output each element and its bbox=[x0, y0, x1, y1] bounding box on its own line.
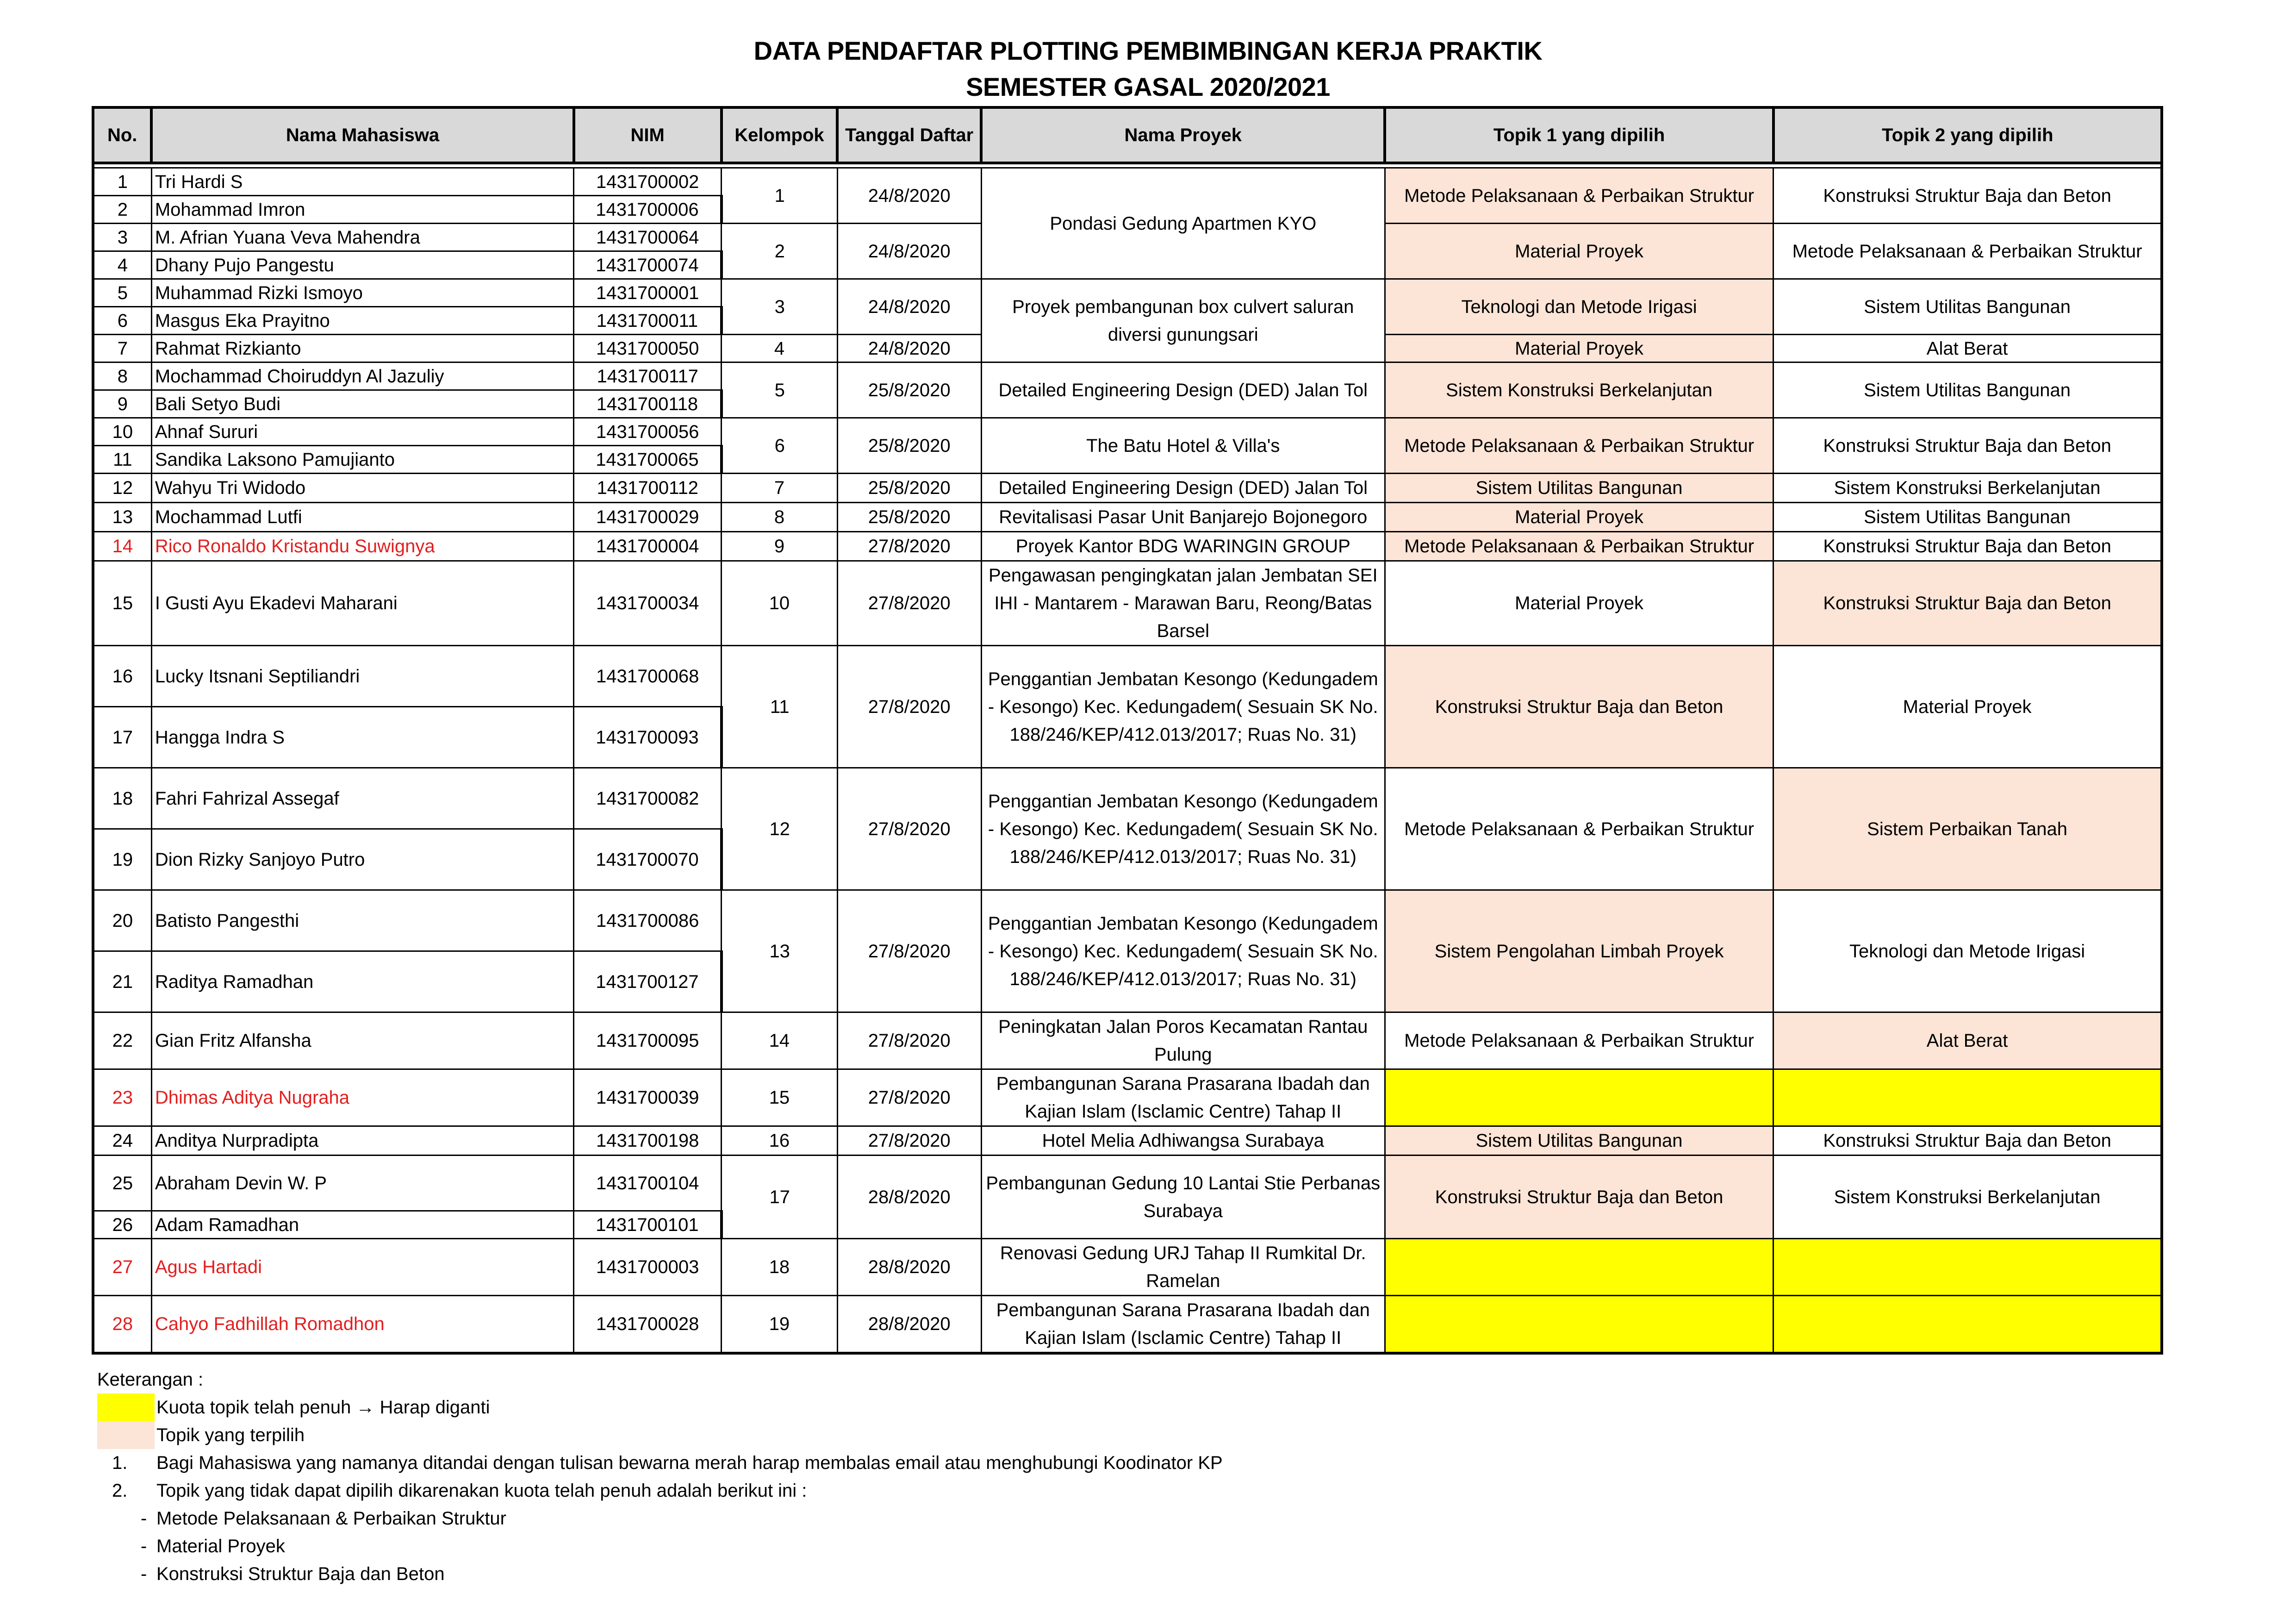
cell-no: 24 bbox=[93, 1126, 151, 1156]
cell-tanggal: 28/8/2020 bbox=[837, 1296, 981, 1354]
cell-kelompok: 17 bbox=[722, 1156, 838, 1239]
cell-topik1: Metode Pelaksanaan & Perbaikan Struktur bbox=[1385, 532, 1773, 561]
cell-tanggal: 27/8/2020 bbox=[837, 890, 981, 1012]
cell-tanggal: 24/8/2020 bbox=[837, 335, 981, 362]
cell-proyek: Pengawasan pengingkatan jalan Jembatan SEI IHI - Mantarem - Marawan Baru, Reong/Batas Barsel bbox=[981, 561, 1385, 646]
cell-no: 12 bbox=[93, 474, 151, 503]
cell-nim: 1431700001 bbox=[574, 279, 722, 307]
cell-nim: 1431700127 bbox=[574, 951, 722, 1012]
cell-no: 20 bbox=[93, 890, 151, 951]
cell-no: 17 bbox=[93, 707, 151, 768]
col-header-no: No. bbox=[93, 107, 151, 163]
table-row bbox=[93, 279, 2162, 307]
cell-kelompok: 11 bbox=[722, 646, 838, 768]
cell-nama: Rico Ronaldo Kristandu Suwignya bbox=[151, 532, 573, 561]
cell-proyek: Penggantian Jembatan Kesongo (Kedungadem - Kesongo) Kec. Kedungadem( Sesuain SK No. 188/246/KEP/412.013/2017; Ruas No. 31) bbox=[981, 890, 1385, 1012]
cell-proyek: Proyek pembangunan box culvert saluran diversi gunungsari bbox=[981, 279, 1385, 362]
cell-topik2: Material Proyek bbox=[1773, 646, 2162, 768]
cell-proyek: Proyek Kantor BDG WARINGIN GROUP bbox=[981, 532, 1385, 561]
table-row bbox=[93, 1069, 2162, 1126]
legend-pink-label: Topik yang terpilih bbox=[156, 1425, 305, 1445]
page-subtitle: SEMESTER GASAL 2020/2021 bbox=[966, 72, 1330, 101]
cell-topik2 bbox=[1773, 1069, 2162, 1126]
cell-no: 28 bbox=[93, 1296, 151, 1354]
cell-proyek: The Batu Hotel & Villa's bbox=[981, 418, 1385, 474]
table-row bbox=[93, 1126, 2162, 1156]
cell-tanggal: 27/8/2020 bbox=[837, 646, 981, 768]
cell-topik1: Material Proyek bbox=[1385, 224, 1773, 279]
cell-proyek: Pondasi Gedung Apartmen KYO bbox=[981, 168, 1385, 279]
cell-kelompok: 3 bbox=[722, 279, 838, 335]
full-topic-item: Material Proyek bbox=[156, 1536, 285, 1556]
page-title: DATA PENDAFTAR PLOTTING PEMBIMBINGAN KERJA PRAKTIK bbox=[753, 36, 1543, 65]
cell-topik2: Konstruksi Struktur Baja dan Beton bbox=[1773, 561, 2162, 646]
cell-kelompok: 4 bbox=[722, 335, 838, 362]
table-row bbox=[93, 561, 2162, 646]
cell-kelompok: 5 bbox=[722, 362, 838, 418]
cell-nama: Wahyu Tri Widodo bbox=[151, 474, 573, 503]
table-row bbox=[93, 646, 2162, 707]
cell-no: 2 bbox=[93, 196, 151, 224]
cell-kelompok: 12 bbox=[722, 768, 838, 890]
cell-nama: Mochammad Lutfi bbox=[151, 503, 573, 532]
cell-no: 15 bbox=[93, 561, 151, 646]
cell-topik2: Teknologi dan Metode Irigasi bbox=[1773, 890, 2162, 1012]
cell-proyek: Renovasi Gedung URJ Tahap II Rumkital Dr. Ramelan bbox=[981, 1239, 1385, 1296]
cell-nama: Raditya Ramadhan bbox=[151, 951, 573, 1012]
cell-nim: 1431700070 bbox=[574, 829, 722, 890]
cell-tanggal: 25/8/2020 bbox=[837, 418, 981, 474]
cell-nim: 1431700101 bbox=[574, 1211, 722, 1239]
cell-nim: 1431700112 bbox=[574, 474, 722, 503]
cell-topik2: Sistem Utilitas Bangunan bbox=[1773, 503, 2162, 532]
cell-nim: 1431700117 bbox=[574, 362, 722, 390]
table-row bbox=[93, 503, 2162, 532]
cell-proyek: Hotel Melia Adhiwangsa Surabaya bbox=[981, 1126, 1385, 1156]
legend-heading: Keterangan : bbox=[97, 1369, 204, 1390]
cell-nama: Adam Ramadhan bbox=[151, 1211, 573, 1239]
cell-proyek: Detailed Engineering Design (DED) Jalan Tol bbox=[981, 362, 1385, 418]
col-header-kelompok: Kelompok bbox=[722, 107, 838, 163]
bullet-dash: - bbox=[141, 1508, 147, 1529]
legend-swatch-yellow bbox=[97, 1393, 155, 1421]
cell-tanggal: 28/8/2020 bbox=[837, 1156, 981, 1239]
cell-kelompok: 16 bbox=[722, 1126, 838, 1156]
cell-nama: Mochammad Choiruddyn Al Jazuliy bbox=[151, 362, 573, 390]
table-row bbox=[93, 890, 2162, 951]
cell-tanggal: 24/8/2020 bbox=[837, 224, 981, 279]
col-header-nama: Nama Mahasiswa bbox=[151, 107, 573, 163]
cell-no: 26 bbox=[93, 1211, 151, 1239]
table-row bbox=[93, 474, 2162, 503]
cell-no: 9 bbox=[93, 390, 151, 418]
registration-table bbox=[92, 106, 2163, 1355]
cell-topik1 bbox=[1385, 1239, 1773, 1296]
cell-kelompok: 19 bbox=[722, 1296, 838, 1354]
cell-proyek: Pembangunan Gedung 10 Lantai Stie Perbanas Surabaya bbox=[981, 1156, 1385, 1239]
cell-nim: 1431700006 bbox=[574, 196, 722, 224]
cell-no: 25 bbox=[93, 1156, 151, 1211]
cell-nama: Sandika Laksono Pamujianto bbox=[151, 446, 573, 474]
cell-nim: 1431700003 bbox=[574, 1239, 722, 1296]
cell-tanggal: 25/8/2020 bbox=[837, 362, 981, 418]
cell-no: 11 bbox=[93, 446, 151, 474]
col-header-tanggal: Tanggal Daftar bbox=[837, 107, 981, 163]
cell-nim: 1431700039 bbox=[574, 1069, 722, 1126]
cell-nim: 1431700086 bbox=[574, 890, 722, 951]
cell-no: 18 bbox=[93, 768, 151, 829]
cell-no: 14 bbox=[93, 532, 151, 561]
cell-tanggal: 25/8/2020 bbox=[837, 503, 981, 532]
cell-nama: Anditya Nurpradipta bbox=[151, 1126, 573, 1156]
cell-topik1: Metode Pelaksanaan & Perbaikan Struktur bbox=[1385, 768, 1773, 890]
note-number: 1. bbox=[112, 1453, 128, 1473]
cell-tanggal: 27/8/2020 bbox=[837, 768, 981, 890]
cell-tanggal: 27/8/2020 bbox=[837, 561, 981, 646]
cell-nama: Mohammad Imron bbox=[151, 196, 573, 224]
cell-kelompok: 6 bbox=[722, 418, 838, 474]
cell-tanggal: 27/8/2020 bbox=[837, 1012, 981, 1069]
table-row bbox=[93, 1012, 2162, 1069]
cell-topik2 bbox=[1773, 1296, 2162, 1354]
cell-nama: Agus Hartadi bbox=[151, 1239, 573, 1296]
cell-topik2: Metode Pelaksanaan & Perbaikan Struktur bbox=[1773, 224, 2162, 279]
cell-nim: 1431700064 bbox=[574, 224, 722, 251]
cell-proyek: Peningkatan Jalan Poros Kecamatan Rantau Pulung bbox=[981, 1012, 1385, 1069]
cell-nim: 1431700093 bbox=[574, 707, 722, 768]
cell-topik1 bbox=[1385, 1296, 1773, 1354]
cell-nim: 1431700002 bbox=[574, 168, 722, 196]
cell-no: 10 bbox=[93, 418, 151, 446]
legend-swatch-pink bbox=[97, 1421, 155, 1449]
cell-topik1: Metode Pelaksanaan & Perbaikan Struktur bbox=[1385, 418, 1773, 474]
cell-no: 3 bbox=[93, 224, 151, 251]
cell-topik1: Teknologi dan Metode Irigasi bbox=[1385, 279, 1773, 335]
cell-topik1: Konstruksi Struktur Baja dan Beton bbox=[1385, 1156, 1773, 1239]
cell-nim: 1431700011 bbox=[574, 307, 722, 335]
cell-topik1: Material Proyek bbox=[1385, 335, 1773, 362]
cell-no: 13 bbox=[93, 503, 151, 532]
cell-nama: Dhany Pujo Pangestu bbox=[151, 251, 573, 279]
cell-topik2: Sistem Konstruksi Berkelanjutan bbox=[1773, 474, 2162, 503]
cell-tanggal: 27/8/2020 bbox=[837, 1126, 981, 1156]
cell-nim: 1431700028 bbox=[574, 1296, 722, 1354]
cell-nama: Ahnaf Sururi bbox=[151, 418, 573, 446]
table-row bbox=[93, 532, 2162, 561]
cell-nama: Fahri Fahrizal Assegaf bbox=[151, 768, 573, 829]
cell-tanggal: 28/8/2020 bbox=[837, 1239, 981, 1296]
note-text: Topik yang tidak dapat dipilih dikarenakan kuota telah penuh adalah berikut ini : bbox=[156, 1480, 807, 1501]
cell-nama: Hangga Indra S bbox=[151, 707, 573, 768]
full-topic-item: Metode Pelaksanaan & Perbaikan Struktur bbox=[156, 1508, 506, 1529]
full-topic-item: Konstruksi Struktur Baja dan Beton bbox=[156, 1564, 445, 1584]
cell-nama: Abraham Devin W. P bbox=[151, 1156, 573, 1211]
cell-topik1: Material Proyek bbox=[1385, 503, 1773, 532]
cell-kelompok: 18 bbox=[722, 1239, 838, 1296]
cell-topik2 bbox=[1773, 1239, 2162, 1296]
cell-no: 8 bbox=[93, 362, 151, 390]
cell-kelompok: 13 bbox=[722, 890, 838, 1012]
cell-kelompok: 10 bbox=[722, 561, 838, 646]
cell-proyek: Detailed Engineering Design (DED) Jalan Tol bbox=[981, 474, 1385, 503]
cell-topik2: Konstruksi Struktur Baja dan Beton bbox=[1773, 532, 2162, 561]
cell-nim: 1431700118 bbox=[574, 390, 722, 418]
cell-kelompok: 9 bbox=[722, 532, 838, 561]
cell-topik1: Sistem Pengolahan Limbah Proyek bbox=[1385, 890, 1773, 1012]
cell-no: 4 bbox=[93, 251, 151, 279]
table-row bbox=[93, 362, 2162, 390]
cell-nim: 1431700074 bbox=[574, 251, 722, 279]
cell-nama: I Gusti Ayu Ekadevi Maharani bbox=[151, 561, 573, 646]
table-row bbox=[93, 418, 2162, 446]
cell-topik2: Konstruksi Struktur Baja dan Beton bbox=[1773, 168, 2162, 224]
cell-no: 6 bbox=[93, 307, 151, 335]
cell-proyek: Pembangunan Sarana Prasarana Ibadah dan Kajian Islam (Isclamic Centre) Tahap II bbox=[981, 1296, 1385, 1354]
cell-topik1 bbox=[1385, 1069, 1773, 1126]
cell-nim: 1431700082 bbox=[574, 768, 722, 829]
cell-nama: Cahyo Fadhillah Romadhon bbox=[151, 1296, 573, 1354]
table-body bbox=[93, 168, 2162, 1354]
legend-yellow-label: Kuota topik telah penuh → Harap diganti bbox=[156, 1397, 490, 1418]
cell-nama: Gian Fritz Alfansha bbox=[151, 1012, 573, 1069]
cell-tanggal: 24/8/2020 bbox=[837, 168, 981, 224]
cell-topik1: Sistem Konstruksi Berkelanjutan bbox=[1385, 362, 1773, 418]
cell-nim: 1431700034 bbox=[574, 561, 722, 646]
note-text: Bagi Mahasiswa yang namanya ditandai dengan tulisan bewarna merah harap membalas email atau menghubungi Koodinator KP bbox=[156, 1453, 1223, 1473]
cell-topik2: Konstruksi Struktur Baja dan Beton bbox=[1773, 418, 2162, 474]
cell-topik2: Sistem Utilitas Bangunan bbox=[1773, 362, 2162, 418]
cell-nama: Dion Rizky Sanjoyo Putro bbox=[151, 829, 573, 890]
cell-tanggal: 27/8/2020 bbox=[837, 1069, 981, 1126]
table-row bbox=[93, 768, 2162, 829]
cell-nama: Tri Hardi S bbox=[151, 168, 573, 196]
cell-nim: 1431700198 bbox=[574, 1126, 722, 1156]
cell-topik2: Sistem Perbaikan Tanah bbox=[1773, 768, 2162, 890]
cell-topik1: Metode Pelaksanaan & Perbaikan Struktur bbox=[1385, 1012, 1773, 1069]
cell-nama: Dhimas Aditya Nugraha bbox=[151, 1069, 573, 1126]
cell-tanggal: 24/8/2020 bbox=[837, 279, 981, 335]
table-row bbox=[93, 168, 2162, 196]
table-row bbox=[93, 1156, 2162, 1211]
note-number: 2. bbox=[112, 1480, 128, 1501]
cell-kelompok: 1 bbox=[722, 168, 838, 224]
cell-nama: Rahmat Rizkianto bbox=[151, 335, 573, 362]
cell-proyek: Revitalisasi Pasar Unit Banjarejo Bojonegoro bbox=[981, 503, 1385, 532]
cell-kelompok: 8 bbox=[722, 503, 838, 532]
cell-proyek: Penggantian Jembatan Kesongo (Kedungadem - Kesongo) Kec. Kedungadem( Sesuain SK No. 188/246/KEP/412.013/2017; Ruas No. 31) bbox=[981, 768, 1385, 890]
cell-no: 7 bbox=[93, 335, 151, 362]
bullet-dash: - bbox=[141, 1564, 147, 1584]
cell-topik2: Konstruksi Struktur Baja dan Beton bbox=[1773, 1126, 2162, 1156]
cell-tanggal: 27/8/2020 bbox=[837, 532, 981, 561]
table-row bbox=[93, 1239, 2162, 1296]
cell-nama: Masgus Eka Prayitno bbox=[151, 307, 573, 335]
cell-topik1: Sistem Utilitas Bangunan bbox=[1385, 474, 1773, 503]
cell-nama: Muhammad Rizki Ismoyo bbox=[151, 279, 573, 307]
cell-proyek: Pembangunan Sarana Prasarana Ibadah dan Kajian Islam (Isclamic Centre) Tahap II bbox=[981, 1069, 1385, 1126]
cell-kelompok: 15 bbox=[722, 1069, 838, 1126]
cell-tanggal: 25/8/2020 bbox=[837, 474, 981, 503]
cell-nim: 1431700065 bbox=[574, 446, 722, 474]
col-header-nim: NIM bbox=[574, 107, 722, 163]
col-header-topik2: Topik 2 yang dipilih bbox=[1773, 107, 2162, 163]
cell-nim: 1431700029 bbox=[574, 503, 722, 532]
bullet-dash: - bbox=[141, 1536, 147, 1556]
cell-topik2: Sistem Utilitas Bangunan bbox=[1773, 279, 2162, 335]
cell-nama: Bali Setyo Budi bbox=[151, 390, 573, 418]
cell-nama: Lucky Itsnani Septiliandri bbox=[151, 646, 573, 707]
cell-no: 22 bbox=[93, 1012, 151, 1069]
cell-nim: 1431700050 bbox=[574, 335, 722, 362]
cell-kelompok: 7 bbox=[722, 474, 838, 503]
cell-topik1: Konstruksi Struktur Baja dan Beton bbox=[1385, 646, 1773, 768]
cell-nama: M. Afrian Yuana Veva Mahendra bbox=[151, 224, 573, 251]
cell-nim: 1431700004 bbox=[574, 532, 722, 561]
cell-no: 19 bbox=[93, 829, 151, 890]
cell-nim: 1431700056 bbox=[574, 418, 722, 446]
cell-topik2: Alat Berat bbox=[1773, 335, 2162, 362]
cell-topik2: Alat Berat bbox=[1773, 1012, 2162, 1069]
cell-nim: 1431700104 bbox=[574, 1156, 722, 1211]
cell-no: 21 bbox=[93, 951, 151, 1012]
col-header-topik1: Topik 1 yang dipilih bbox=[1385, 107, 1773, 163]
cell-no: 23 bbox=[93, 1069, 151, 1126]
cell-proyek: Penggantian Jembatan Kesongo (Kedungadem - Kesongo) Kec. Kedungadem( Sesuain SK No. 188/246/KEP/412.013/2017; Ruas No. 31) bbox=[981, 646, 1385, 768]
cell-topik1: Metode Pelaksanaan & Perbaikan Struktur bbox=[1385, 168, 1773, 224]
cell-no: 27 bbox=[93, 1239, 151, 1296]
table-header-row bbox=[93, 107, 2162, 163]
cell-nim: 1431700095 bbox=[574, 1012, 722, 1069]
col-header-proyek: Nama Proyek bbox=[981, 107, 1385, 163]
cell-nim: 1431700068 bbox=[574, 646, 722, 707]
cell-kelompok: 2 bbox=[722, 224, 838, 279]
cell-topik1: Sistem Utilitas Bangunan bbox=[1385, 1126, 1773, 1156]
cell-no: 5 bbox=[93, 279, 151, 307]
cell-no: 16 bbox=[93, 646, 151, 707]
cell-nama: Batisto Pangesthi bbox=[151, 890, 573, 951]
cell-no: 1 bbox=[93, 168, 151, 196]
table-row bbox=[93, 1296, 2162, 1354]
cell-topik1: Material Proyek bbox=[1385, 561, 1773, 646]
cell-topik2: Sistem Konstruksi Berkelanjutan bbox=[1773, 1156, 2162, 1239]
cell-kelompok: 14 bbox=[722, 1012, 838, 1069]
